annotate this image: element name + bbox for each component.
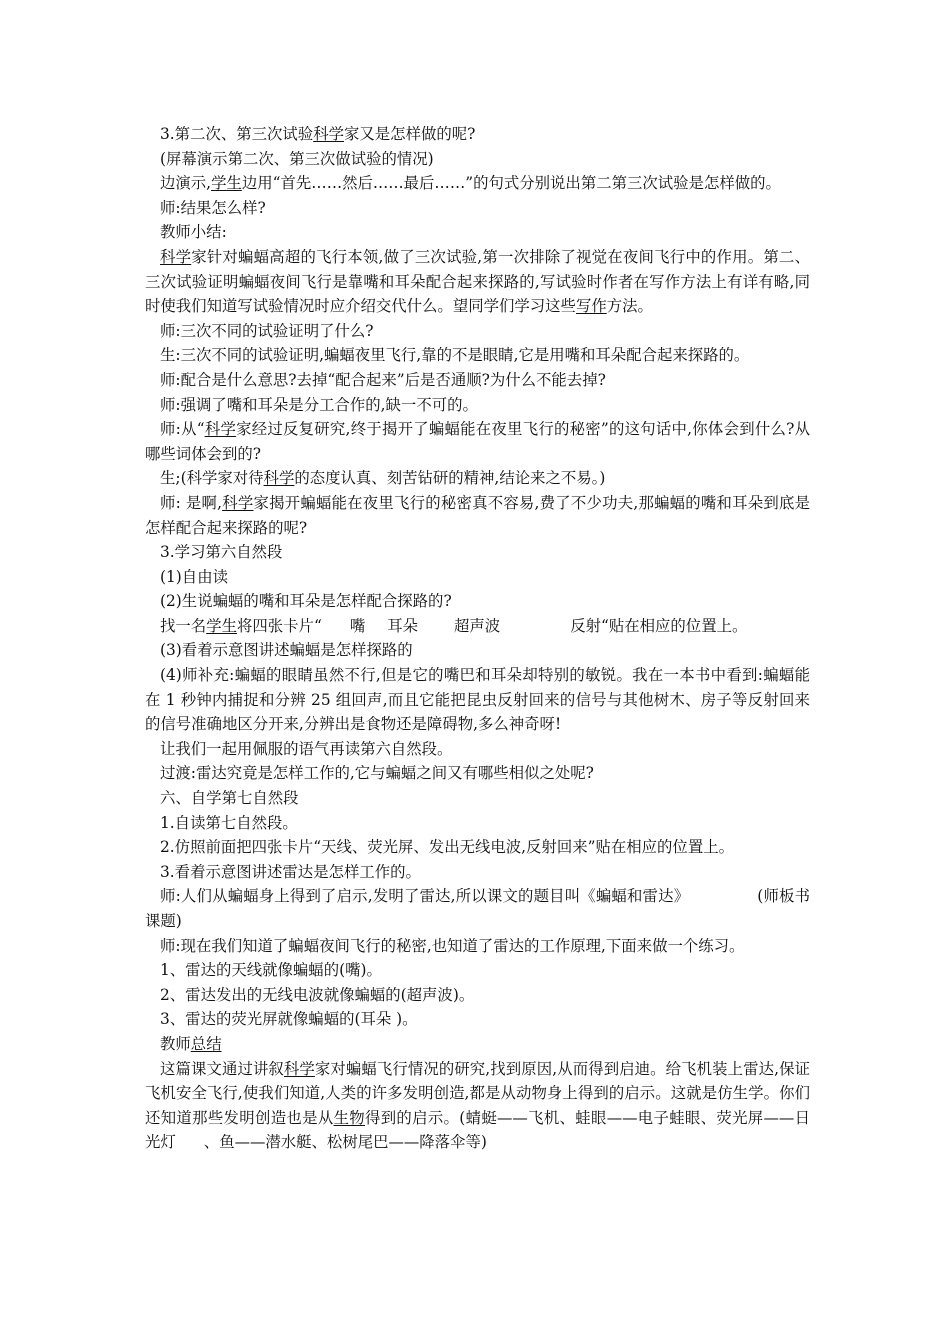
- text-run: 生;(科学家对待: [160, 469, 264, 488]
- paragraph: [145, 171, 810, 196]
- text-run: 师:人们从蝙蝠身上得到了启示,发明了雷达,所以课文的题目叫《蝙蝠和雷达》: [160, 887, 690, 906]
- paragraph: [145, 958, 810, 983]
- paragraph: [145, 196, 810, 221]
- text-run: (2)生说蝙蝠的嘴和耳朵是怎样配合探路的?: [160, 592, 452, 611]
- text-run: 教师: [160, 1034, 191, 1053]
- text-run: 边用“首先……然后……最后……”的句式分别说出第二第三次试验是怎样做的。: [241, 174, 781, 193]
- text-run: 六、自学第七自然段: [160, 789, 299, 808]
- text-run: 2、雷达发出的无线电波就像蝙蝠的(超声波)。: [160, 985, 475, 1004]
- underlined-term: 写作: [575, 297, 607, 316]
- text-run: (3)看着示意图讲述蝙蝠是怎样探路的: [160, 641, 413, 660]
- text-run: 师:强调了嘴和耳朵是分工合作的,缺一不可的。: [160, 395, 478, 414]
- paragraph: [145, 884, 810, 933]
- paragraph: [145, 737, 810, 762]
- paragraph: [145, 466, 810, 491]
- paragraph: [145, 934, 810, 959]
- underlined-term: 科学: [204, 420, 237, 439]
- text-run: 3.学习第六自然段: [160, 543, 283, 562]
- text-run: (屏幕演示第二次、第三次做试验的情况): [160, 149, 434, 168]
- text-run: 方法。: [606, 297, 653, 316]
- paragraph: [145, 491, 810, 540]
- paragraph: [145, 1007, 810, 1032]
- text-run: 让我们一起用佩服的语气再读第六自然段。: [160, 739, 453, 758]
- paragraph: [145, 663, 810, 737]
- text-run: 找一名: [160, 616, 207, 635]
- text-run: 的态度认真、刻苦钻研的精神,结论来之不易。): [294, 469, 606, 488]
- underlined-term: 科学: [222, 493, 254, 512]
- text-run: 嘴: [349, 616, 366, 635]
- paragraph: [145, 786, 810, 811]
- paragraph: [145, 614, 810, 639]
- text-run: 这篇课文通过讲叙: [160, 1059, 284, 1078]
- paragraph: [145, 835, 810, 860]
- text-run: (4)师补充:蝙蝠的眼睛虽然不行,但是它的嘴巴和耳朵却特别的敏锐。我在一本书中看到:蝙蝠能在 1 秒钟内捕捉和分辨 25 组回声,而且它能把昆虫反射回来的信号与其他树木、房子等反射回来的信号准确地区分开来,分辨出是食物还是障碍物,多么神奇呀!: [145, 666, 810, 734]
- paragraph: [145, 638, 810, 663]
- text-run: 家针对蝙蝠高超的飞行本领,做了三次试验,第一次排除了视觉在夜间飞行中的作用。第二、三次试验证明蝙蝠夜间飞行是靠嘴和耳朵配合起来探路的,写试验时作者在写作方法上有详有略,同时使我们知道写试验情况时应介绍交代什么。望同学们学习这些: [145, 247, 810, 316]
- text-run: 超声波: [454, 616, 501, 635]
- text-run: 家对蝙蝠飞行情况的研究,找到原因,从而得到启迪。给飞机装上雷达,保证飞机安全飞行,使我们知道,人类的许多发明创造,都是从动物身上得到的启示。这就是仿生学。你们还知道那些发明创造也是从: [145, 1059, 810, 1127]
- text-run: 师:从“: [160, 420, 205, 439]
- text-run: 师:结果怎么样?: [160, 198, 266, 217]
- text-run: 师: 是啊,: [160, 493, 223, 512]
- text-run: 3.看着示意图讲述雷达是怎样工作的。: [160, 862, 421, 881]
- text-run: 师:三次不同的试验证明了什么?: [160, 321, 374, 340]
- paragraph: [145, 1057, 810, 1155]
- paragraph: [145, 417, 810, 466]
- text-run: 过渡:雷达究竟是怎样工作的,它与蝙蝠之间又有哪些相似之处呢?: [160, 764, 594, 783]
- document-page: [145, 122, 810, 1155]
- paragraph: [145, 368, 810, 393]
- text-run: 师:配合是什么意思?去掉“配合起来”后是否通顺?为什么不能去掉?: [160, 370, 606, 389]
- text-run: 、鱼——潜水艇、松树尾巴——降落伞等): [203, 1133, 487, 1152]
- text-run: 3.第二次、第三次试验: [160, 125, 314, 143]
- text-run: 反射“贴在相应的位置上。: [570, 616, 748, 635]
- underlined-term: 生物: [333, 1108, 365, 1127]
- text-run: 1、雷达的天线就像蝙蝠的(嘴)。: [160, 961, 382, 980]
- text-run: 边演示,: [160, 174, 212, 193]
- paragraph: [145, 245, 810, 319]
- text-run: 教师小结:: [160, 223, 227, 242]
- paragraph: [145, 761, 810, 786]
- text-run: 耳朵: [387, 616, 419, 635]
- underlined-term: 科学: [313, 125, 344, 143]
- underlined-term: 学生: [211, 174, 242, 193]
- paragraph: [145, 540, 810, 565]
- text-run: 3、雷达的荧光屏就像蝙蝠的(耳朵 )。: [160, 1010, 418, 1029]
- paragraph: [145, 565, 810, 590]
- paragraph: [145, 860, 810, 885]
- text-run: (1)自由读: [160, 567, 228, 586]
- paragraph: [145, 983, 810, 1008]
- text-run: 将四张卡片“: [236, 616, 322, 635]
- text-run: (师板书课题): [145, 887, 810, 930]
- underlined-term: 总结: [190, 1034, 222, 1053]
- text-run: 家又是怎样做的呢?: [344, 125, 476, 143]
- text-run: 家经过反复研究,终于揭开了蝙蝠能在夜里飞行的秘密”的这句话中,你体会到什么?从哪些词体会到的?: [145, 420, 810, 463]
- paragraph: [145, 343, 810, 368]
- underlined-term: 科学: [263, 469, 295, 488]
- paragraph: [145, 147, 810, 172]
- text-run: 生:三次不同的试验证明,蝙蝠夜里飞行,靠的不是眼睛,它是用嘴和耳朵配合起来探路的。: [160, 346, 750, 365]
- paragraph: [145, 122, 810, 147]
- paragraph: [145, 811, 810, 836]
- underlined-term: 科学: [283, 1059, 315, 1078]
- paragraph: [145, 319, 810, 344]
- underlined-term: 科学: [160, 247, 192, 266]
- paragraph: [145, 220, 810, 245]
- text-run: 家揭开蝙蝠能在夜里飞行的秘密真不容易,费了不少功夫,那蝙蝠的嘴和耳朵到底是怎样配合起来探路的呢?: [145, 493, 810, 537]
- text-run: 得到的启示。(蜻蜓——飞机、蛙眼——电子蛙眼、荧光屏——日光灯: [145, 1108, 810, 1152]
- text-run: 2.仿照前面把四张卡片“天线、荧光屏、发出无线电波,反射回来”贴在相应的位置上。: [160, 838, 734, 857]
- underlined-term: 学生: [206, 616, 237, 635]
- paragraph: [145, 1032, 810, 1057]
- paragraph: [145, 393, 810, 418]
- text-run: 师:现在我们知道了蝙蝠夜间飞行的秘密,也知道了雷达的工作原理,下面来做一个练习。: [160, 936, 745, 955]
- text-run: 1.自读第七自然段。: [160, 813, 298, 832]
- paragraph: [145, 589, 810, 614]
